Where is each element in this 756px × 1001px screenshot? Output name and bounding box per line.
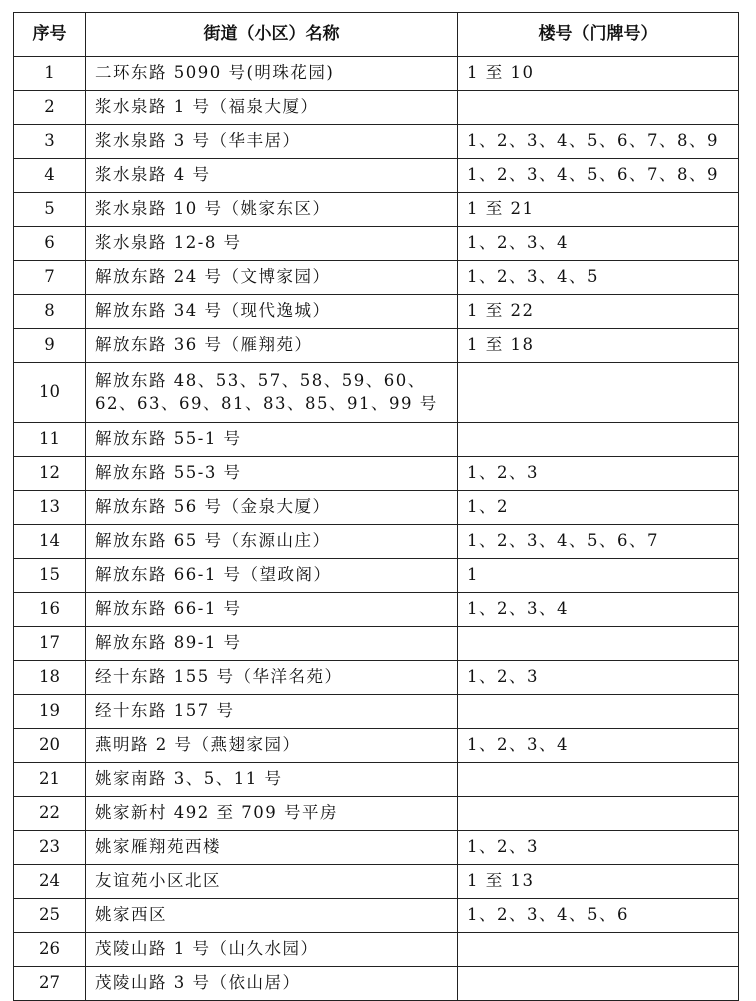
seq-cell: 2 bbox=[14, 91, 86, 125]
seq-cell: 7 bbox=[14, 261, 86, 295]
name-cell: 茂陵山路 1 号（山久水园） bbox=[86, 933, 458, 967]
building-cell bbox=[458, 967, 739, 1001]
name-cell: 解放东路 48、53、57、58、59、60、62、63、69、81、83、85、91、99 号 bbox=[86, 363, 458, 423]
building-cell: 1 至 22 bbox=[458, 295, 739, 329]
building-cell: 1、2、3、4、5、6、7、8、9 bbox=[458, 125, 739, 159]
name-cell: 解放东路 89-1 号 bbox=[86, 627, 458, 661]
header-building: 楼号（门牌号） bbox=[458, 13, 739, 57]
name-cell: 解放东路 65 号（东源山庄） bbox=[86, 525, 458, 559]
seq-cell: 5 bbox=[14, 193, 86, 227]
building-cell: 1 bbox=[458, 559, 739, 593]
building-cell: 1、2、3 bbox=[458, 661, 739, 695]
building-cell bbox=[458, 627, 739, 661]
table-row bbox=[14, 831, 739, 865]
seq-cell: 10 bbox=[14, 363, 86, 423]
seq-cell: 13 bbox=[14, 491, 86, 525]
seq-cell: 27 bbox=[14, 967, 86, 1001]
table-row bbox=[14, 457, 739, 491]
table-row bbox=[14, 193, 739, 227]
name-cell: 解放东路 55-3 号 bbox=[86, 457, 458, 491]
table-row bbox=[14, 125, 739, 159]
seq-cell: 18 bbox=[14, 661, 86, 695]
building-cell: 1 至 21 bbox=[458, 193, 739, 227]
table-row bbox=[14, 865, 739, 899]
name-cell: 浆水泉路 3 号（华丰居） bbox=[86, 125, 458, 159]
header-seq: 序号 bbox=[14, 13, 86, 57]
seq-cell: 1 bbox=[14, 57, 86, 91]
name-cell: 解放东路 24 号（文博家园） bbox=[86, 261, 458, 295]
header-row bbox=[14, 13, 739, 57]
seq-cell: 14 bbox=[14, 525, 86, 559]
name-cell: 姚家西区 bbox=[86, 899, 458, 933]
name-cell: 浆水泉路 12-8 号 bbox=[86, 227, 458, 261]
seq-cell: 23 bbox=[14, 831, 86, 865]
table-row bbox=[14, 57, 739, 91]
building-cell: 1、2 bbox=[458, 491, 739, 525]
building-cell bbox=[458, 363, 739, 423]
address-table bbox=[13, 12, 739, 1001]
seq-cell: 17 bbox=[14, 627, 86, 661]
table-row bbox=[14, 491, 739, 525]
table-row bbox=[14, 295, 739, 329]
name-cell: 燕明路 2 号（燕翅家园） bbox=[86, 729, 458, 763]
name-cell: 浆水泉路 4 号 bbox=[86, 159, 458, 193]
building-cell: 1、2、3、4、5、6、7 bbox=[458, 525, 739, 559]
table-row bbox=[14, 729, 739, 763]
table-row bbox=[14, 363, 739, 423]
building-cell: 1、2、3、4、5、6、7、8、9 bbox=[458, 159, 739, 193]
seq-cell: 6 bbox=[14, 227, 86, 261]
name-cell: 解放东路 34 号（现代逸城） bbox=[86, 295, 458, 329]
seq-cell: 24 bbox=[14, 865, 86, 899]
table-row bbox=[14, 763, 739, 797]
name-cell: 解放东路 66-1 号（望政阁） bbox=[86, 559, 458, 593]
name-cell: 二环东路 5090 号(明珠花园) bbox=[86, 57, 458, 91]
header-name: 街道（小区）名称 bbox=[86, 13, 458, 57]
building-cell bbox=[458, 797, 739, 831]
building-cell bbox=[458, 91, 739, 125]
building-cell: 1、2、3、4、5、6 bbox=[458, 899, 739, 933]
table-row bbox=[14, 661, 739, 695]
building-cell bbox=[458, 423, 739, 457]
table-row bbox=[14, 261, 739, 295]
seq-cell: 19 bbox=[14, 695, 86, 729]
seq-cell: 8 bbox=[14, 295, 86, 329]
name-cell: 经十东路 157 号 bbox=[86, 695, 458, 729]
building-cell: 1、2、3、4、5 bbox=[458, 261, 739, 295]
building-cell: 1、2、3、4 bbox=[458, 227, 739, 261]
table-row bbox=[14, 423, 739, 457]
name-cell: 浆水泉路 1 号（福泉大厦） bbox=[86, 91, 458, 125]
building-cell: 1 至 10 bbox=[458, 57, 739, 91]
seq-cell: 26 bbox=[14, 933, 86, 967]
seq-cell: 4 bbox=[14, 159, 86, 193]
name-cell: 解放东路 66-1 号 bbox=[86, 593, 458, 627]
table-row bbox=[14, 797, 739, 831]
building-cell: 1、2、3、4 bbox=[458, 729, 739, 763]
name-cell: 友谊苑小区北区 bbox=[86, 865, 458, 899]
name-cell: 姚家南路 3、5、11 号 bbox=[86, 763, 458, 797]
table-row bbox=[14, 695, 739, 729]
seq-cell: 20 bbox=[14, 729, 86, 763]
building-cell: 1 至 13 bbox=[458, 865, 739, 899]
building-cell: 1、2、3、4 bbox=[458, 593, 739, 627]
seq-cell: 16 bbox=[14, 593, 86, 627]
seq-cell: 3 bbox=[14, 125, 86, 159]
table-row bbox=[14, 525, 739, 559]
table-row bbox=[14, 593, 739, 627]
seq-cell: 15 bbox=[14, 559, 86, 593]
table-row bbox=[14, 967, 739, 1001]
building-cell: 1 至 18 bbox=[458, 329, 739, 363]
building-cell bbox=[458, 763, 739, 797]
name-cell: 姚家新村 492 至 709 号平房 bbox=[86, 797, 458, 831]
name-cell: 解放东路 56 号（金泉大厦） bbox=[86, 491, 458, 525]
building-cell: 1、2、3 bbox=[458, 457, 739, 491]
building-cell bbox=[458, 695, 739, 729]
table-row bbox=[14, 159, 739, 193]
seq-cell: 22 bbox=[14, 797, 86, 831]
name-cell: 茂陵山路 3 号（依山居） bbox=[86, 967, 458, 1001]
building-cell: 1、2、3 bbox=[458, 831, 739, 865]
table-row bbox=[14, 91, 739, 125]
table-row bbox=[14, 329, 739, 363]
table-row bbox=[14, 559, 739, 593]
name-cell: 浆水泉路 10 号（姚家东区） bbox=[86, 193, 458, 227]
seq-cell: 9 bbox=[14, 329, 86, 363]
table-row bbox=[14, 933, 739, 967]
seq-cell: 11 bbox=[14, 423, 86, 457]
table-row bbox=[14, 899, 739, 933]
name-cell: 解放东路 55-1 号 bbox=[86, 423, 458, 457]
building-cell bbox=[458, 933, 739, 967]
name-cell: 经十东路 155 号（华洋名苑） bbox=[86, 661, 458, 695]
seq-cell: 12 bbox=[14, 457, 86, 491]
seq-cell: 25 bbox=[14, 899, 86, 933]
name-cell: 姚家雁翔苑西楼 bbox=[86, 831, 458, 865]
table-row bbox=[14, 627, 739, 661]
name-cell: 解放东路 36 号（雁翔苑） bbox=[86, 329, 458, 363]
seq-cell: 21 bbox=[14, 763, 86, 797]
table-row bbox=[14, 227, 739, 261]
